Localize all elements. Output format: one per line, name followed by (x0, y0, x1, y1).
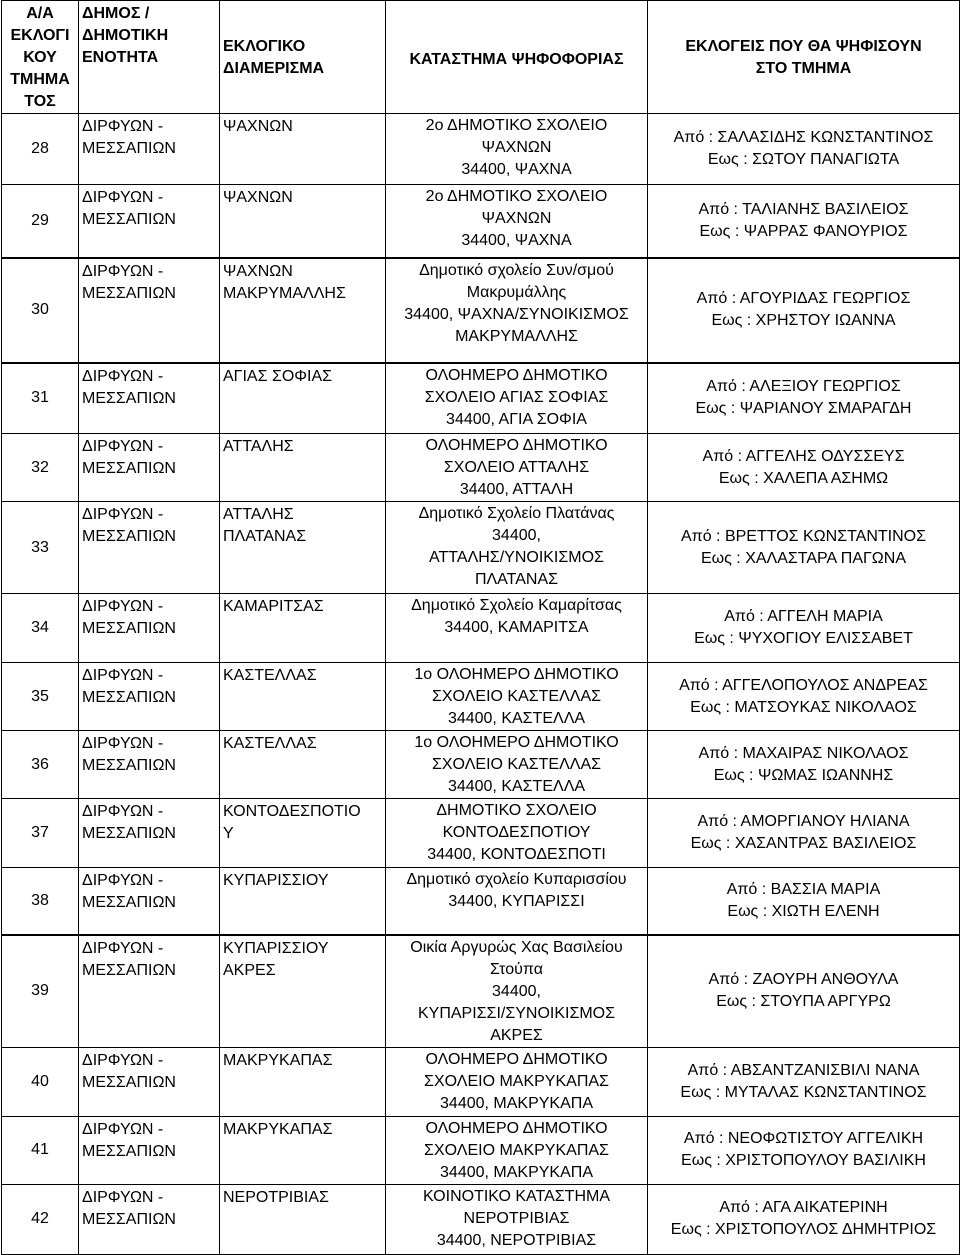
cell-text-line: 34400, ΜΑΚΡΥΚΑΠΑ (440, 1163, 593, 1181)
cell-text-line: Από : ΝΕΟΦΩΤΙΣΤΟΥ ΑΓΓΕΛΙΚΗ (683, 1130, 924, 1147)
cell-text-line: Α/Α (26, 5, 54, 22)
cell-text-line: ΜΕΣΣΑΠΙΩΝ (82, 961, 176, 979)
cell-text-line: ΜΕΣΣΑΠΙΩΝ (82, 528, 176, 545)
table-row (2, 935, 960, 1048)
cell-text-line: ΟΛΟΗΜΕΡΟ ΔΗΜΟΤΙΚΟ (425, 1050, 608, 1068)
section-number-cell: 40 (2, 1047, 79, 1116)
cell-text-line: 1ο ΟΛΟΗΜΕΡΟ ΔΗΜΟΤΙΚΟ (414, 666, 619, 683)
cell-text-line: ΜΕΣΣΑΠΙΩΝ (82, 1073, 176, 1091)
cell-text-line: ΟΛΟΗΜΕΡΟ ΔΗΜΟΤΙΚΟ (425, 366, 608, 384)
cell-text-line: ΠΛΑΤΑΝΑΣ (474, 571, 559, 588)
cell-text-line: ΨΑΧΝΩΝ (223, 262, 293, 280)
cell-text-line: Από : ΑΓΟΥΡΙΔΑΣ ΓΕΩΡΓΙΟΣ (696, 290, 911, 307)
polling-station-cell (386, 363, 648, 434)
municipality-cell (79, 363, 220, 434)
cell-text-line: ΨΑΧΝΩΝ (223, 118, 293, 135)
electoral-district-cell (220, 1184, 386, 1254)
section-number-cell: 38 (2, 868, 79, 935)
municipality-cell (79, 185, 220, 258)
cell-text-line: ΣΤΟ ΤΜΗΜΑ (755, 60, 852, 77)
cell-text-line: ΔΙΡΦΥΩΝ - (82, 1188, 164, 1206)
cell-text-line: ΜΑΚΡΥΚΑΠΑΣ (223, 1120, 333, 1138)
cell-text-line: ΜΕΣΣΑΠΙΩΝ (82, 140, 176, 157)
cell-text-line: ΚΟΝΤΟΔΕΣΠΟΤΙΟ (223, 803, 361, 820)
cell-text-line: ΜΑΚΡΥΜΑΛΛΗΣ (223, 284, 346, 302)
cell-text-line: ΜΕΣΣΑΠΙΩΝ (82, 460, 176, 477)
electoral-district-cell (220, 868, 386, 935)
cell-text-line: ΔΙΡΦΥΩΝ - (82, 667, 164, 684)
cell-text-line: ΔΙΡΦΥΩΝ - (82, 598, 164, 615)
cell-text-line: ΑΚΡΕΣ (223, 961, 276, 979)
cell-text-line: ΔΙΡΦΥΩΝ - (82, 735, 164, 752)
voters-range-cell (648, 363, 960, 434)
cell-text-line: 2ο ΔΗΜΟΤΙΚΟ ΣΧΟΛΕΙΟ (425, 188, 608, 205)
cell-text-line: Από : ΒΑΣΣΙΑ ΜΑΡΙΑ (726, 880, 881, 898)
cell-text-line: ΚΑΣΤΕΛΛΑΣ (223, 735, 317, 752)
cell-text-line: ΑΚΡΕΣ (490, 1026, 543, 1044)
cell-text-line: ΣΧΟΛΕΙΟ ΜΑΚΡΥΚΑΠΑΣ (424, 1072, 609, 1090)
electoral-district-cell (220, 1047, 386, 1116)
polling-station-cell (386, 185, 648, 258)
cell-text-line: Δημοτικό σχολείο Κυπαρισσίου (406, 871, 627, 888)
polling-station-cell (386, 868, 648, 935)
electoral-district-cell (220, 594, 386, 663)
cell-text-line: ΨΑΧΝΩΝ (481, 210, 552, 227)
voters-range-cell (648, 434, 960, 502)
electoral-district-cell (220, 731, 386, 799)
table-row (2, 502, 960, 594)
cell-text-line: ΔΙΑΜΕΡΙΣΜΑ (223, 60, 325, 77)
section-number-cell: 29 (2, 185, 79, 258)
cell-text-line: 34400, ΨΑΧΝΑ (461, 161, 572, 178)
polling-station-cell (386, 663, 648, 731)
cell-text-line: 2ο ΔΗΜΟΤΙΚΟ ΣΧΟΛΕΙΟ (425, 117, 608, 134)
cell-text-line: 1ο ΟΛΟΗΜΕΡΟ ΔΗΜΟΤΙΚΟ (414, 734, 619, 751)
cell-text-line: 34400, (492, 982, 541, 1000)
cell-text-line: Από : ΑΓΑ ΑΙΚΑΤΕΡΙΝΗ (719, 1199, 888, 1216)
cell-text-line: ΚΟΙΝΟΤΙΚΟ ΚΑΤΑΣΤΗΜΑ (423, 1187, 610, 1205)
cell-text-line: ΔΗΜΟΤΙΚΗ (82, 27, 169, 44)
cell-text-line: ΜΕΣΣΑΠΙΩΝ (82, 284, 176, 302)
table-row (2, 663, 960, 731)
cell-text-line: ΕΝΟΤΗΤΑ (82, 49, 159, 66)
section-number-cell: 36 (2, 731, 79, 799)
cell-text-line: ΤΜΗΜΑ (10, 71, 70, 88)
cell-text-line: ΔΙΡΦΥΩΝ - (82, 438, 164, 455)
electoral-district-cell (220, 935, 386, 1048)
cell-text-line: ΚΟΥ (23, 49, 57, 66)
table-row (2, 868, 960, 935)
cell-text-line: Μακρυμάλλης (466, 283, 567, 301)
municipality-cell (79, 114, 220, 185)
cell-text-line: ΔΙΡΦΥΩΝ - (82, 939, 164, 957)
cell-text-line: 34400, ΚΟΝΤΟΔΕΣΠΟΤΙ (427, 846, 606, 863)
voters-range-cell (648, 935, 960, 1048)
cell-text-line: ΣΧΟΛΕΙΟ ΚΑΣΤΕΛΛΑΣ (431, 756, 602, 773)
cell-text-line: Από : ΒΡΕΤΤΟΣ ΚΩΝΣΤΑΝΤΙΝΟΣ (681, 527, 926, 545)
voters-range-cell (648, 258, 960, 363)
cell-text-line: Από : ΑΜΟΡΓΙΑΝΟΥ ΗΛΙΑΝΑ (697, 813, 910, 830)
cell-text-line: ΔΗΜΟΤΙΚΟ ΣΧΟΛΕΙΟ (436, 802, 597, 819)
voters-range-cell (648, 114, 960, 185)
cell-text-line: ΔΙΡΦΥΩΝ - (82, 189, 164, 206)
header-voters (648, 1, 960, 114)
cell-text-line: ΔΙΡΦΥΩΝ - (82, 506, 164, 523)
cell-text-line: ΜΕΣΣΑΠΙΩΝ (82, 389, 176, 407)
municipality-cell (79, 731, 220, 799)
section-number-cell: 28 (2, 114, 79, 185)
cell-text-line: ΜΕΣΣΑΠΙΩΝ (82, 620, 176, 637)
cell-text-line: Εως : ΨΑΡΙΑΝΟΥ ΣΜΑΡΑΓΔΗ (695, 400, 912, 418)
section-number-cell: 33 (2, 502, 79, 594)
voters-range-cell (648, 185, 960, 258)
cell-text-line: 34400, ΚΑΣΤΕΛΛΑ (447, 710, 586, 727)
cell-text-line: ΑΤΤΑΛΗΣ/ΥΝΟΙΚΙΣΜΟΣ (429, 549, 604, 566)
cell-text-line: ΜΕΣΣΑΠΙΩΝ (82, 211, 176, 228)
electoral-district-cell (220, 663, 386, 731)
electoral-district-cell (220, 1116, 386, 1184)
cell-text-line: Εως : ΜΑΤΣΟΥΚΑΣ ΝΙΚΟΛΑΟΣ (690, 698, 917, 716)
polling-station-cell (386, 114, 648, 185)
electoral-district-cell (220, 799, 386, 868)
cell-text-line: Από : ΣΑΛΑΣΙΔΗΣ ΚΩΝΣΤΑΝΤΙΝΟΣ (673, 129, 934, 146)
cell-text-line: ΔΙΡΦΥΩΝ - (82, 1051, 164, 1069)
cell-text-line: Από : ΑΛΕΞΙΟΥ ΓΕΩΡΓΙΟΣ (706, 378, 901, 396)
cell-text-line: ΣΧΟΛΕΙΟ ΚΑΣΤΕΛΛΑΣ (431, 688, 602, 705)
cell-text-line: ΔΙΡΦΥΩΝ - (82, 803, 164, 820)
voters-range-cell (648, 1184, 960, 1254)
municipality-cell (79, 594, 220, 663)
section-number-cell: 39 (2, 935, 79, 1048)
cell-text-line: ΜΕΣΣΑΠΙΩΝ (82, 894, 176, 911)
cell-text-line: ΜΕΣΣΑΠΙΩΝ (82, 1210, 176, 1228)
cell-text-line: ΔΗΜΟΣ / (82, 5, 150, 22)
section-number-cell: 41 (2, 1116, 79, 1184)
cell-text-line: ΚΥΠΑΡΙΣΣΙ/ΣΥΝΟΙΚΙΣΜΟΣ (417, 1004, 616, 1022)
table-row (2, 594, 960, 663)
cell-text-line: Από : ΑΓΓΕΛΗ ΜΑΡΙΑ (724, 608, 883, 625)
cell-text-line: ΜΕΣΣΑΠΙΩΝ (82, 757, 176, 774)
electoral-district-cell (220, 502, 386, 594)
cell-text-line: ΣΧΟΛΕΙΟ ΑΓΙΑΣ ΣΟΦΙΑΣ (424, 388, 609, 406)
cell-text-line: ΔΙΡΦΥΩΝ - (82, 118, 164, 135)
table-row (2, 1184, 960, 1254)
cell-text-line: Από : ΜΑΧΑΙΡΑΣ ΝΙΚΟΛΑΟΣ (698, 744, 909, 762)
section-number-cell: 34 (2, 594, 79, 663)
polling-station-cell (386, 594, 648, 663)
cell-text-line: Εως : ΧΡΙΣΤΟΠΟΥΛΟΣ ΔΗΜΗΤΡΙΟΣ (670, 1221, 937, 1238)
cell-text-line: Από : ΑΓΓΕΛΗΣ ΟΔΥΣΣΕΥΣ (702, 447, 905, 465)
cell-text-line: Εως : ΨΩΜΑΣ ΙΩΑΝΝΗΣ (713, 766, 894, 784)
cell-text-line: 34400, ΜΑΚΡΥΚΑΠΑ (440, 1094, 593, 1112)
header-section-number (2, 1, 79, 114)
cell-text-line: Δημοτικό σχολείο Συν/σμού (419, 261, 614, 279)
cell-text-line: Εως : ΜΥΤΑΛΑΣ ΚΩΝΣΤΑΝΤΙΝΟΣ (680, 1083, 927, 1101)
cell-text-line: ΚΑΤΑΣΤΗΜΑ ΨΗΦΟΦΟΡΙΑΣ (409, 51, 624, 68)
table-row (2, 114, 960, 185)
cell-text-line: Εως : ΧΡΙΣΤΟΠΟΥΛΟΥ ΒΑΣΙΛΙΚΗ (681, 1152, 926, 1169)
cell-text-line: 34400, ΝΕΡΟΤΡΙΒΙΑΣ (436, 1231, 597, 1249)
municipality-cell (79, 1047, 220, 1116)
cell-text-line: Στούπα (490, 960, 543, 978)
cell-text-line: Εως : ΧΙΩΤΗ ΕΛΕΝΗ (727, 902, 880, 920)
electoral-district-cell (220, 258, 386, 363)
voters-range-cell (648, 799, 960, 868)
voters-range-cell (648, 1047, 960, 1116)
electoral-district-cell (220, 434, 386, 502)
cell-text-line: ΠΛΑΤΑΝΑΣ (223, 528, 307, 545)
municipality-cell (79, 258, 220, 363)
cell-text-line: 34400, ΑΤΤΑΛΗ (459, 481, 574, 498)
cell-text-line: Από : ΤΑΛΙΑΝΗΣ ΒΑΣΙΛΕΙΟΣ (698, 200, 909, 218)
polling-station-cell (386, 799, 648, 868)
cell-text-line: ΚΥΠΑΡΙΣΣΙΟΥ (223, 939, 329, 957)
cell-text-line: Εως : ΨΑΡΡΑΣ ΦΑΝΟΥΡΙΟΣ (699, 222, 908, 240)
polling-station-cell (386, 935, 648, 1048)
section-number-cell: 31 (2, 363, 79, 434)
cell-text-line: Εως : ΧΑΛΑΣΤΑΡΑ ΠΑΓΩΝΑ (700, 549, 906, 567)
cell-text-line: Από : ΑΓΓΕΛΟΠΟΥΛΟΣ ΑΝΔΡΕΑΣ (679, 676, 928, 694)
cell-text-line: ΔΙΡΦΥΩΝ - (82, 1120, 164, 1138)
cell-text-line: ΚΟΝΤΟΔΕΣΠΟΤΙΟΥ (442, 824, 591, 841)
cell-text-line: ΑΤΤΑΛΗΣ (223, 506, 294, 523)
electoral-district-cell (220, 363, 386, 434)
cell-text-line: 34400, ΨΑΧΝΑ (461, 232, 572, 249)
header-municipality (79, 1, 220, 114)
cell-text-line: Υ (223, 825, 234, 842)
cell-text-line: 34400, ΚΑΜΑΡΙΤΣΑ (444, 619, 589, 636)
cell-text-line: Οικία Αργυρώς Χας Βασιλείου (410, 938, 623, 956)
cell-text-line: Εως : ΣΩΤΟΥ ΠΑΝΑΓΙΩΤΑ (707, 151, 900, 168)
cell-text-line: ΨΑΧΝΩΝ (223, 189, 293, 206)
cell-text-line: Δημοτικό Σχολείο Καμαρίτσας (411, 597, 622, 614)
cell-text-line: ΕΚΛΟΓΕΙΣ ΠΟΥ ΘΑ ΨΗΦΙΣΟΥΝ (685, 38, 922, 55)
voters-range-cell (648, 502, 960, 594)
cell-text-line: ΕΚΛΟΓΙ (10, 27, 70, 44)
voters-range-cell (648, 594, 960, 663)
cell-text-line: ΟΛΟΗΜΕΡΟ ΔΗΜΟΤΙΚΟ (425, 437, 608, 454)
section-number-cell: 37 (2, 799, 79, 868)
municipality-cell (79, 1116, 220, 1184)
cell-text-line: ΚΑΣΤΕΛΛΑΣ (223, 667, 317, 684)
cell-text-line: 34400, ΚΑΣΤΕΛΛΑ (447, 778, 586, 795)
cell-text-line: ΣΧΟΛΕΙΟ ΜΑΚΡΥΚΑΠΑΣ (424, 1141, 609, 1159)
cell-text-line: 34400, (492, 527, 541, 544)
table-row (2, 258, 960, 363)
table-row (2, 1116, 960, 1184)
cell-text-line: 34400, ΨΑΧΝΑ/ΣΥΝΟΙΚΙΣΜΟΣ (404, 305, 629, 323)
cell-text-line: Εως : ΨΥΧΟΓΙΟΥ ΕΛΙΣΣΑΒΕΤ (694, 630, 913, 647)
polling-station-cell (386, 1184, 648, 1254)
cell-text-line: Εως : ΧΡΗΣΤΟΥ ΙΩΑΝΝΑ (711, 312, 896, 329)
table-row (2, 799, 960, 868)
electoral-district-cell (220, 185, 386, 258)
polling-station-cell (386, 502, 648, 594)
cell-text-line: Εως : ΣΤΟΥΠΑ ΑΡΓΥΡΩ (716, 993, 891, 1010)
cell-text-line: ΜΑΚΡΥΜΑΛΛΗΣ (455, 327, 578, 345)
cell-text-line: ΟΛΟΗΜΕΡΟ ΔΗΜΟΤΙΚΟ (425, 1119, 608, 1137)
cell-text-line: Από : ΖΑΟΥΡΗ ΑΝΘΟΥΛΑ (708, 971, 899, 988)
cell-text-line: Εως : ΧΑΛΕΠΑ ΑΣΗΜΩ (718, 469, 889, 487)
cell-text-line: ΔΙΡΦΥΩΝ - (82, 262, 164, 280)
cell-text-line: ΝΕΡΟΤΡΙΒΙΑΣ (223, 1188, 329, 1206)
section-number-cell: 35 (2, 663, 79, 731)
polling-stations-table (1, 0, 960, 1255)
cell-text-line: 34400, ΚΥΠΑΡΙΣΣΙ (448, 893, 585, 910)
section-number-cell: 30 (2, 258, 79, 363)
municipality-cell (79, 434, 220, 502)
electoral-district-cell (220, 114, 386, 185)
voters-range-cell (648, 1116, 960, 1184)
section-number-cell: 42 (2, 1184, 79, 1254)
cell-text-line: ΜΕΣΣΑΠΙΩΝ (82, 825, 176, 842)
voters-range-cell (648, 731, 960, 799)
header-polling-station (386, 1, 648, 114)
cell-text-line: ΚΑΜΑΡΙΤΣΑΣ (223, 598, 324, 615)
table-body (2, 114, 960, 1255)
section-number-cell: 32 (2, 434, 79, 502)
polling-station-cell (386, 1116, 648, 1184)
cell-text-line: Δημοτικό Σχολείο Πλατάνας (418, 505, 615, 522)
cell-text-line: ΚΥΠΑΡΙΣΣΙΟΥ (223, 872, 329, 889)
cell-text-line: ΝΕΡΟΤΡΙΒΙΑΣ (463, 1209, 570, 1227)
table-row (2, 363, 960, 434)
table-header-row (2, 1, 960, 114)
table-row (2, 185, 960, 258)
cell-text-line: Από : ΑΒΣΑΝΤΖΑΝΙΣΒΙΛΙ ΝΑΝΑ (687, 1061, 920, 1079)
header-electoral-district (220, 1, 386, 114)
cell-text-line: ΤΟΣ (24, 93, 56, 110)
municipality-cell (79, 663, 220, 731)
polling-station-cell (386, 434, 648, 502)
table-row (2, 731, 960, 799)
cell-text-line: ΕΚΛΟΓΙΚΟ (223, 38, 306, 55)
table-row (2, 434, 960, 502)
polling-station-cell (386, 258, 648, 363)
cell-text-line: ΨΑΧΝΩΝ (481, 139, 552, 156)
table-row (2, 1047, 960, 1116)
cell-text-line: ΑΤΤΑΛΗΣ (223, 438, 294, 455)
cell-text-line: 34400, ΑΓΙΑ ΣΟΦΙΑ (446, 410, 587, 428)
cell-text-line: ΔΙΡΦΥΩΝ - (82, 367, 164, 385)
cell-text-line: ΣΧΟΛΕΙΟ ΑΤΤΑΛΗΣ (443, 459, 590, 476)
municipality-cell (79, 935, 220, 1048)
municipality-cell (79, 868, 220, 935)
polling-station-cell (386, 1047, 648, 1116)
voters-range-cell (648, 868, 960, 935)
cell-text-line: Εως : ΧΑΣΑΝΤΡΑΣ ΒΑΣΙΛΕΙΟΣ (690, 835, 917, 852)
municipality-cell (79, 799, 220, 868)
cell-text-line: ΔΙΡΦΥΩΝ - (82, 872, 164, 889)
cell-text-line: ΜΕΣΣΑΠΙΩΝ (82, 689, 176, 706)
voters-range-cell (648, 663, 960, 731)
cell-text-line: ΜΑΚΡΥΚΑΠΑΣ (223, 1051, 333, 1069)
polling-station-cell (386, 731, 648, 799)
cell-text-line: ΜΕΣΣΑΠΙΩΝ (82, 1142, 176, 1160)
municipality-cell (79, 502, 220, 594)
cell-text-line: ΑΓΙΑΣ ΣΟΦΙΑΣ (223, 367, 333, 385)
municipality-cell (79, 1184, 220, 1254)
